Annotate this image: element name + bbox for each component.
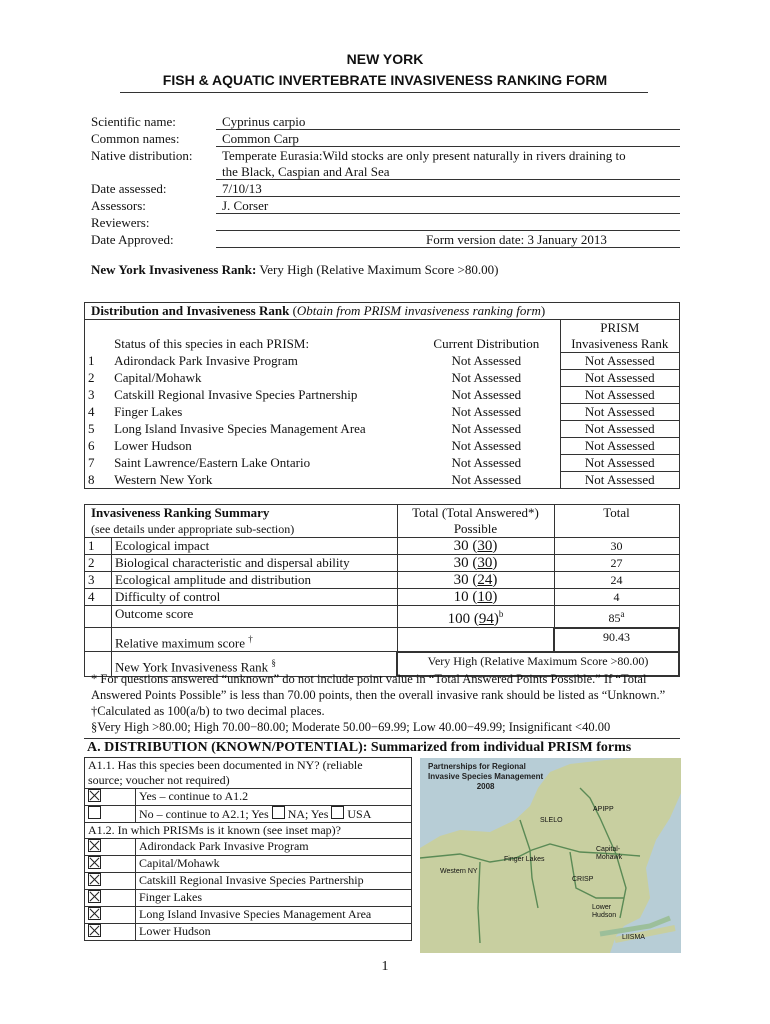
prism-check-row [85, 890, 412, 907]
prism-map [420, 758, 681, 953]
dist-rank: Not Assessed [560, 472, 679, 489]
prism-check-label: Lower Hudson [139, 924, 211, 938]
q2-text: A1.2. In which PRISMs is it known (see inset map)? [85, 823, 412, 839]
dist-prism-name: Capital/Mohawk [114, 369, 202, 385]
note-4: §Very High >80.00; High 70.00−80.00; Moderate 50.00−69.99; Low 40.00−49.99; Insignificant <40.00 [91, 720, 611, 734]
native-value-1: Temperate Eurasia:Wild stocks are only present naturally in rivers draining to [222, 148, 626, 163]
dist-current: Not Assessed [451, 369, 522, 385]
map-label-westernny: Western NY [440, 868, 478, 875]
no-option: No – continue to A2.1; Yes NA; Yes USA [136, 806, 412, 823]
dist-rank: Not Assessed [560, 438, 679, 455]
map-label-crisp: CRISP [572, 876, 594, 883]
dist-rank: Not Assessed [560, 353, 679, 370]
total-head: Total [554, 505, 679, 538]
note-3: †Calculated as 100(a/b) to two decimal places. [91, 704, 325, 718]
outcome-label: Outcome score [112, 606, 398, 628]
summary-name: Ecological impact [112, 538, 398, 555]
summary-total: 4 [554, 589, 679, 606]
dist-row [85, 404, 680, 421]
prism-check-label: Adirondack Park Invasive Program [136, 839, 412, 856]
prism-check-row [85, 873, 412, 890]
q1-text-2: source; voucher not required) [85, 773, 412, 789]
dist-prism-name: Adirondack Park Invasive Program [114, 352, 298, 368]
map-label-apipp: APIPP [593, 806, 614, 813]
dist-current: Not Assessed [451, 352, 522, 368]
na-checkbox[interactable] [272, 806, 285, 819]
dist-num: 1 [88, 352, 95, 368]
ny-rank-value: Very High (Relative Maximum Score >80.00) [259, 262, 499, 277]
prism-checkbox[interactable] [88, 890, 101, 903]
summary-row [85, 538, 680, 555]
form-version: Form version date: 3 January 2013 [426, 232, 607, 247]
date-value: 7/10/13 [222, 181, 262, 196]
summary-total: 24 [554, 572, 679, 589]
note-1: * For questions answered “unknown” do not include point value in “Total Answered Points Possible.” If “Total [91, 672, 647, 686]
dist-row [85, 387, 680, 404]
dist-num: 6 [88, 437, 95, 453]
summary-num: 4 [85, 589, 112, 606]
summary-row [85, 589, 680, 606]
common-label: Common names: [91, 131, 180, 146]
form-title-line2: FISH & AQUATIC INVERTEBRATE INVASIVENESS RANKING FORM [162, 72, 608, 88]
summary-name: Ecological amplitude and distribution [112, 572, 398, 589]
approved-label: Date Approved: [91, 232, 174, 247]
dist-row [85, 370, 680, 387]
summary-possible: 30 (30) [397, 538, 554, 555]
relmax-label: Relative maximum score † [112, 628, 398, 652]
dist-num: 5 [88, 420, 95, 436]
dist-row [85, 455, 680, 472]
map-label-liisma: LIISMA [622, 934, 645, 941]
sci-label: Scientific name: [91, 114, 176, 129]
dist-current: Not Assessed [451, 437, 522, 453]
dist-prism-name: Lower Hudson [114, 437, 192, 453]
yes-option: Yes – continue to A1.2 [136, 789, 412, 806]
summary-possible: 30 (30) [397, 555, 554, 572]
summary-num: 2 [85, 555, 112, 572]
summary-total: 27 [554, 555, 679, 572]
outcome-total: 85$^a$ [554, 606, 679, 628]
summary-total: 30 [554, 538, 679, 555]
summary-row [85, 555, 680, 572]
dist-num: 2 [88, 369, 95, 385]
prism-check-row [85, 856, 412, 873]
prism-checkbox[interactable] [88, 907, 101, 920]
q1-text-1: A1.1. Has this species been documented in NY? (reliable [88, 758, 363, 772]
prism-checkbox[interactable] [88, 856, 101, 869]
ny-rank-label: New York Invasiveness Rank: [91, 262, 257, 277]
native-value-2: the Black, Caspian and Aral Sea [222, 164, 390, 179]
note-2: Answered Points Possible” is less than 70.00 points, then the overall invasive rank should be listed as “Unknown.” [91, 688, 666, 702]
assessors-label: Assessors: [91, 198, 146, 213]
distribution-title: Distribution and Invasiveness Rank (Obtain from PRISM invasiveness ranking form) [85, 303, 680, 320]
section-a-table [84, 757, 412, 941]
section-a-heading: A. DISTRIBUTION (KNOWN/POTENTIAL): Summarized from individual PRISM forms [87, 740, 632, 755]
dist-rank: Not Assessed [560, 404, 679, 421]
prism-check-label: Capital/Mohawk [136, 856, 412, 873]
current-head: Current Distribution [433, 336, 540, 351]
dist-prism-name: Western New York [114, 471, 213, 487]
dist-row [85, 472, 680, 489]
no-checkbox[interactable] [88, 806, 101, 819]
map-title: Partnerships for Regional Invasive Species Management 2008 [428, 762, 544, 791]
prism-rank-head-1: PRISM [560, 320, 679, 337]
prism-checkbox[interactable] [88, 873, 101, 886]
dist-current: Not Assessed [451, 420, 522, 436]
summary-name: Difficulty of control [112, 589, 398, 606]
distribution-table [84, 302, 680, 489]
reviewers-label: Reviewers: [91, 215, 150, 230]
sci-value: Cyprinus carpio [222, 114, 306, 129]
dist-row [85, 421, 680, 438]
prism-check-label: Long Island Invasive Species Management Area [136, 907, 412, 924]
summary-title: Invasiveness Ranking Summary [91, 505, 270, 520]
map-label-slelo: SLELO [540, 817, 563, 824]
dist-num: 4 [88, 403, 95, 419]
dist-rank: Not Assessed [560, 370, 679, 387]
page-number: 1 [381, 959, 389, 974]
map-label-capital: Capital-Mohawk [596, 846, 623, 861]
prism-checkbox[interactable] [88, 924, 101, 937]
status-head: Status of this species in each PRISM: [114, 336, 310, 351]
summary-table [84, 504, 680, 677]
dist-num: 3 [88, 386, 95, 402]
dist-current: Not Assessed [451, 454, 522, 470]
prism-check-row [85, 924, 412, 941]
prism-check-label: Finger Lakes [136, 890, 412, 907]
total-answered-head: Total (Total Answered*) Possible [397, 505, 554, 538]
form-title-line1: NEW YORK [346, 51, 424, 67]
dist-prism-name: Finger Lakes [114, 403, 183, 419]
map-label-lowerhudson: Lower Hudson [592, 904, 617, 919]
usa-checkbox[interactable] [331, 806, 344, 819]
map-label-fingerlakes: Finger Lakes [504, 856, 545, 863]
summary-row [85, 572, 680, 589]
dist-prism-name: Saint Lawrence/Eastern Lake Ontario [114, 454, 311, 470]
dist-num: 8 [88, 471, 95, 487]
assessors-value: J. Corser [222, 198, 269, 213]
dist-row [85, 353, 680, 370]
summary-title-cell [85, 505, 398, 538]
dist-row [85, 438, 680, 455]
dist-prism-name: Catskill Regional Invasive Species Partnership [114, 386, 358, 402]
native-label: Native distribution: [91, 148, 193, 163]
dist-current: Not Assessed [451, 386, 522, 402]
dist-current: Not Assessed [451, 471, 522, 487]
dist-prism-name: Long Island Invasive Species Management Area [114, 420, 366, 436]
prism-check-row [85, 907, 412, 924]
common-value: Common Carp [222, 131, 299, 146]
summary-num: 3 [85, 572, 112, 589]
summary-num: 1 [85, 538, 112, 555]
outcome-possible: 100 $(94)^b$ [397, 606, 554, 628]
prism-checkbox[interactable] [88, 839, 101, 852]
prism-check-label: Catskill Regional Invasive Species Partnership [136, 873, 412, 890]
dist-num: 7 [88, 454, 95, 470]
relmax-value: 90.43 [554, 628, 679, 652]
nyrank-label: New York Invasiveness Rank § [115, 658, 276, 675]
ny-rank-line [91, 262, 498, 278]
yes-checkbox[interactable] [88, 789, 101, 802]
summary-possible: 30 (24) [397, 572, 554, 589]
prism-check-row [85, 839, 412, 856]
summary-name: Biological characteristic and dispersal ability [112, 555, 398, 572]
summary-subtitle: (see details under appropriate sub-section) [91, 522, 295, 536]
date-label: Date assessed: [91, 181, 167, 196]
summary-possible: 10 (10) [397, 589, 554, 606]
dist-rank: Not Assessed [560, 387, 679, 404]
title-rule [120, 92, 648, 93]
nyrank-value: Very High (Relative Maximum Score >80.00) [397, 652, 679, 676]
dist-rank: Not Assessed [560, 421, 679, 438]
prism-rank-head-2: Invasiveness Rank [560, 336, 679, 353]
dist-current: Not Assessed [451, 403, 522, 419]
dist-rank: Not Assessed [560, 455, 679, 472]
